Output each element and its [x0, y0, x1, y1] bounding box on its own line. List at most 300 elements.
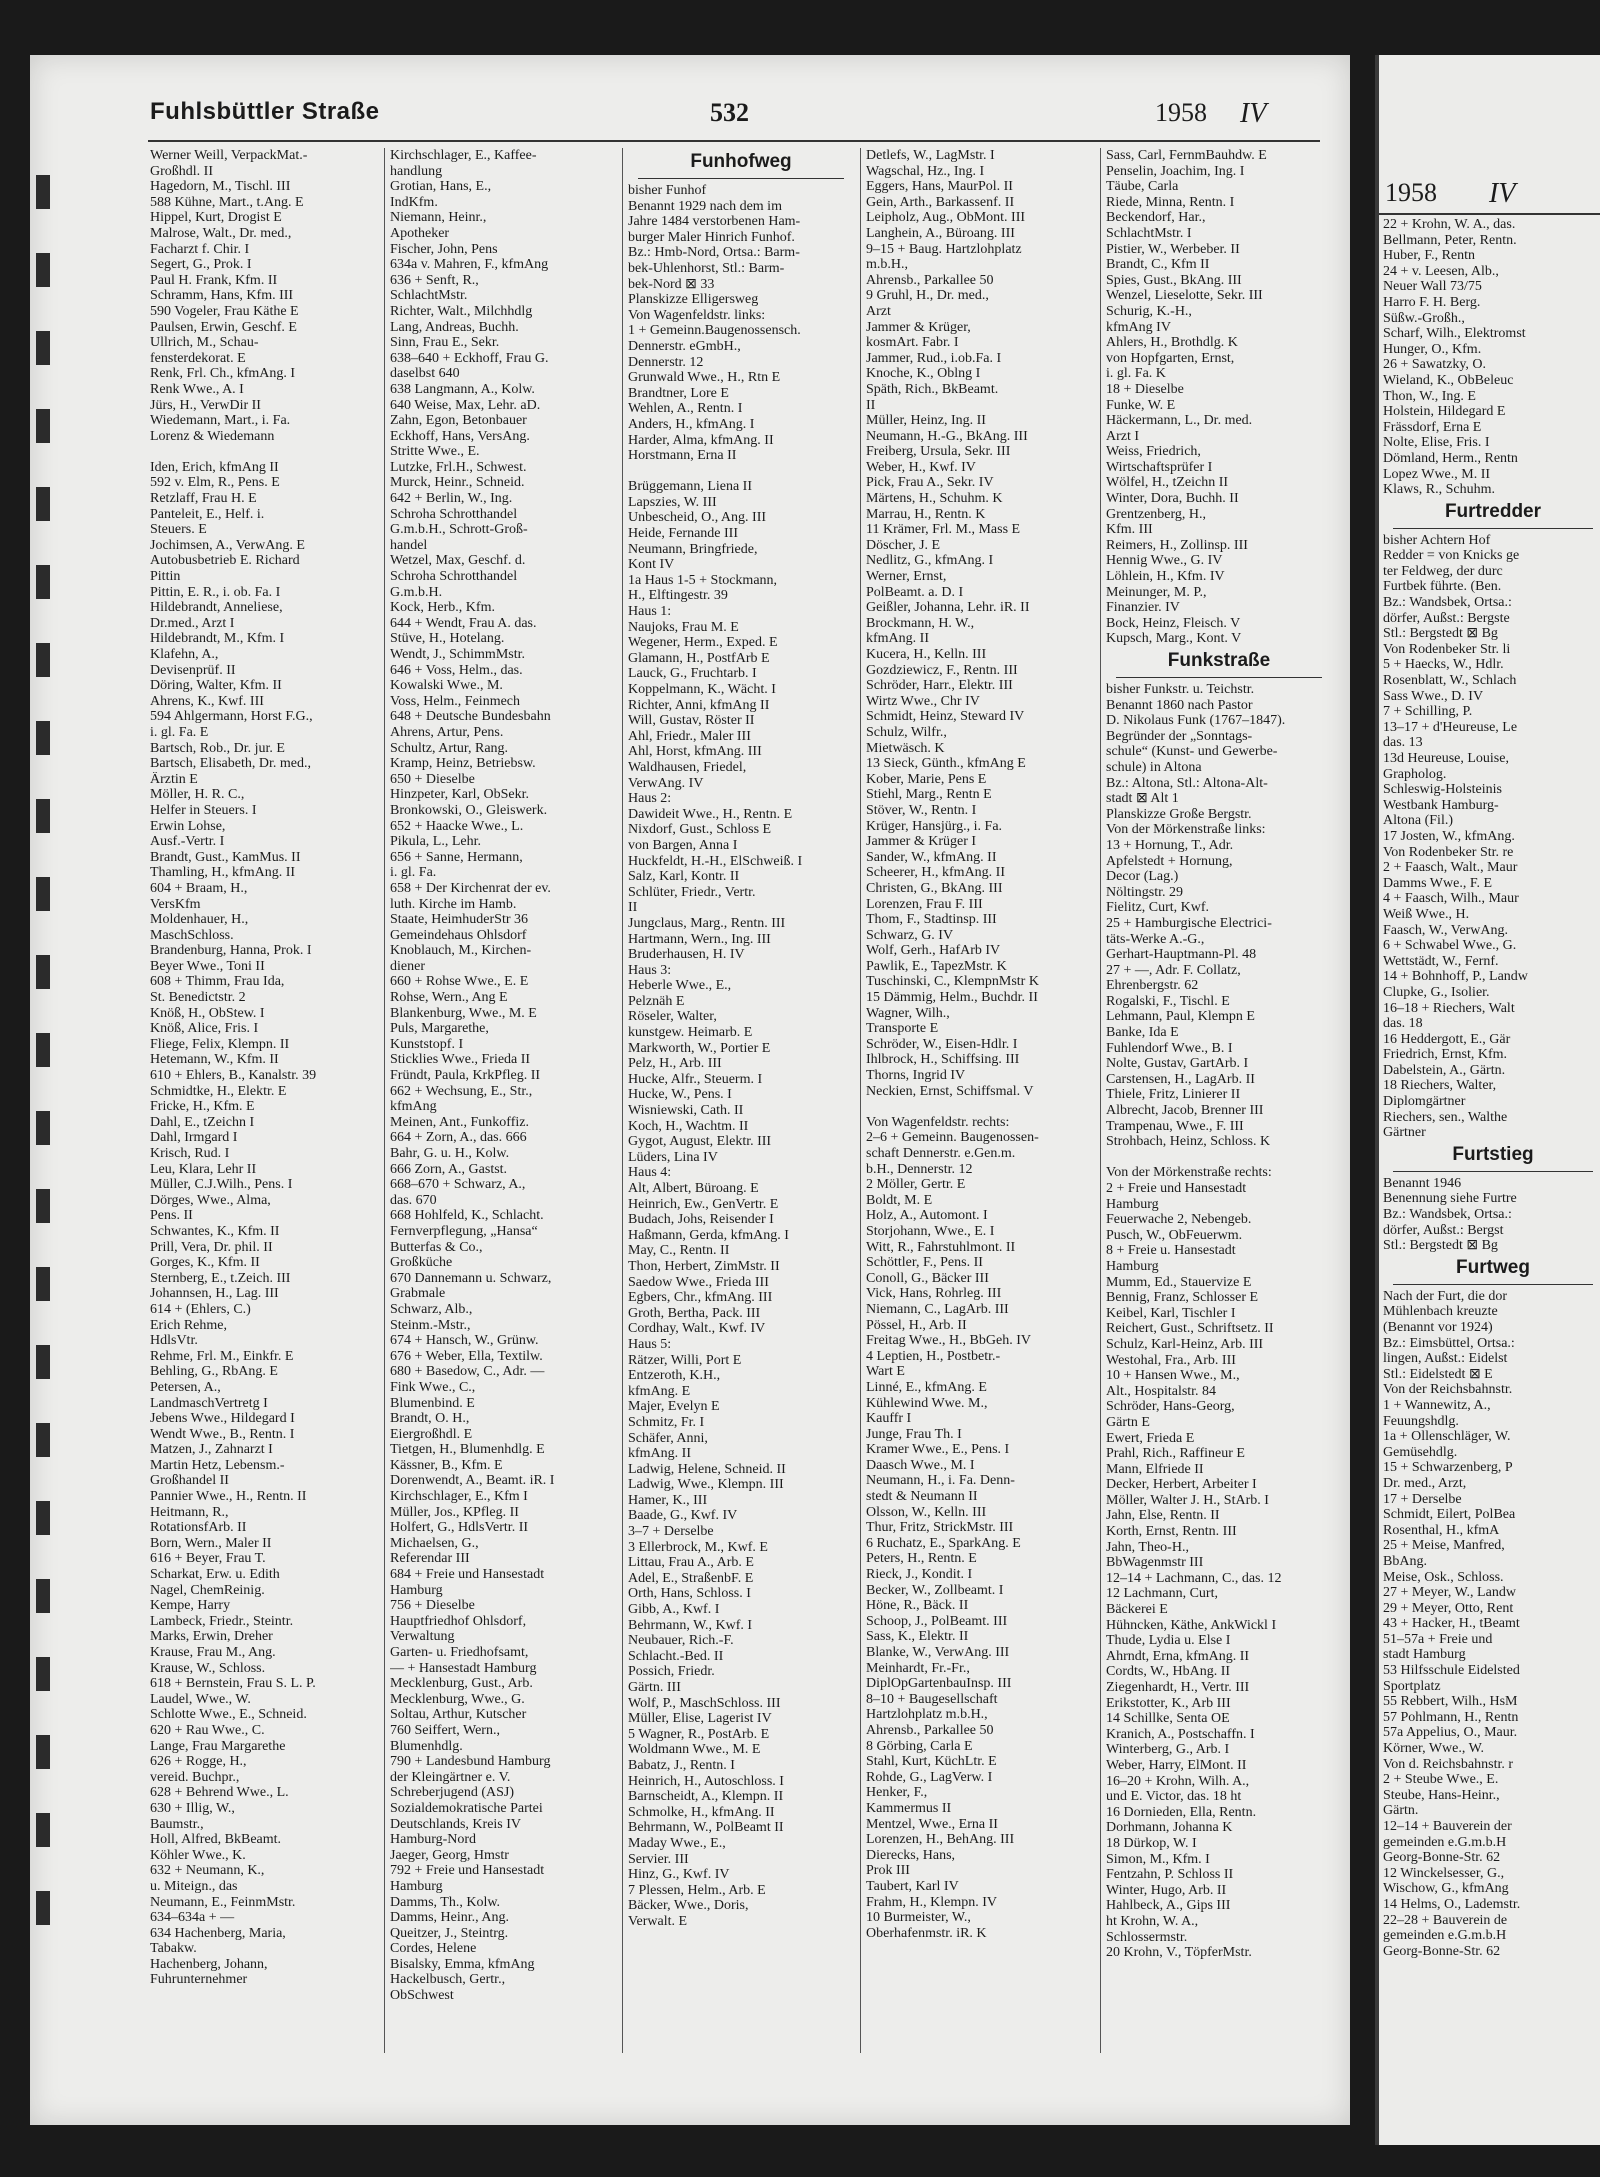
directory-entry: 618 + Bernstein, Frau S. L. P.	[150, 1676, 316, 1692]
directory-entry: 630 + Illig, W.,	[150, 1800, 235, 1816]
directory-entry: Bellmann, Peter, Rentn.	[1383, 232, 1517, 248]
directory-entry: Mühlenbach kreuzte	[1383, 1304, 1498, 1320]
directory-entry: Wagschal, Hz., Ing. I	[866, 163, 985, 179]
directory-entry: kfmAng. E	[628, 1383, 691, 1399]
directory-entry: 12–14 + Bauverein der	[1383, 1819, 1512, 1834]
directory-entry: Brandt, Gust., KamMus. II	[150, 849, 301, 865]
directory-entry: Taubert, Karl IV	[866, 1878, 959, 1894]
directory-entry: 1 + Gemeinn.Baugenossensch.	[628, 323, 801, 339]
directory-entry: 2 + Freie und Hansestadt	[1106, 1181, 1247, 1196]
directory-entry: Paulsen, Erwin, Geschf. E	[150, 319, 297, 335]
directory-entry: Hetemann, W., Kfm. II	[150, 1052, 279, 1068]
directory-entry: Klafehn, A.,	[150, 647, 219, 662]
directory-entry: Benennung siehe Furtre	[1383, 1191, 1517, 1207]
directory-entry: Westohal, Fra., Arb. III	[1106, 1352, 1236, 1368]
directory-entry: 616 + Beyer, Frau T.	[150, 1551, 266, 1567]
directory-entry: Wolf, P., MaschSchloss. III	[628, 1695, 781, 1711]
directory-entry: Lang, Andreas, Buchh.	[390, 319, 519, 335]
directory-entry: Michaelsen, G.,	[390, 1535, 479, 1551]
directory-entry: b.H., Dennerstr. 12	[866, 1161, 973, 1177]
directory-entry: Pens. II	[150, 1208, 193, 1224]
directory-entry: 2 Möller, Gertr. E	[866, 1177, 966, 1193]
directory-entry: 650 + Dieselbe	[390, 771, 475, 787]
directory-entry: Gärtn E	[1106, 1414, 1150, 1430]
directory-entry: Westbank Hamburg-	[1383, 797, 1499, 813]
directory-entry: Verwaltung	[390, 1629, 455, 1645]
directory-entry: Facharzt f. Chir. I	[150, 241, 250, 257]
directory-entry: Johannsen, H., Lag. III	[150, 1286, 279, 1302]
heading-rule	[1393, 1171, 1593, 1172]
directory-entry: 53 Hilfsschule Eidelsted	[1383, 1663, 1520, 1679]
directory-entry: Hildebrandt, M., Kfm. I	[150, 631, 285, 647]
directory-entry: Nixdorf, Gust., Schloss E	[628, 822, 772, 838]
directory-entry: Georg-Bonne-Str. 62	[1383, 1943, 1501, 1959]
directory-entry: 15 Dämmig, Helm., Buchdr. II	[866, 990, 1038, 1006]
directory-entry: Wirtschaftsprüfer I	[1106, 459, 1213, 475]
directory-entry: 15 + Schwarzenberg, P	[1383, 1460, 1513, 1476]
directory-entry: Naujoks, Frau M. E	[628, 619, 739, 635]
directory-entry: Krause, Frau M., Ang.	[150, 1645, 276, 1660]
directory-entry: 620 + Rau Wwe., C.	[150, 1722, 265, 1738]
directory-entry: Pistier, W., Werbeber. II	[1106, 241, 1240, 257]
directory-entry: Majer, Evelyn E	[628, 1399, 720, 1415]
directory-entry: Barnscheidt, A., Klempn. II	[628, 1789, 784, 1805]
directory-entry: Voss, Helm., Feinmech	[390, 693, 521, 709]
directory-entry: Dömland, Herm., Rentn	[1383, 450, 1518, 466]
directory-entry: Dabelstein, A., Gärtn.	[1383, 1062, 1506, 1078]
directory-entry: Apfelstedt + Hornung,	[1106, 853, 1233, 869]
directory-entry: Thamling, H., kfmAng. II	[150, 865, 296, 881]
directory-entry: Rogalski, F., Tischl. E	[1106, 993, 1230, 1009]
directory-entry: 17 + Derselbe	[1383, 1491, 1462, 1507]
directory-entry: Pikula, L., Lehr.	[390, 834, 481, 850]
column-2	[390, 148, 616, 2058]
directory-entry: Ladwig, Helene, Schneid. II	[628, 1461, 786, 1477]
directory-entry: Salz, Karl, Kontr. II	[628, 869, 740, 885]
directory-entry: 8–10 + Baugesellschaft	[866, 1691, 998, 1707]
directory-entry: Haßmann, Gerda, kfmAng. I	[628, 1227, 789, 1243]
directory-entry: Sass, Carl, FernmBauhdw. E	[1106, 148, 1267, 163]
directory-entry: Mentzel, Wwe., Erna II	[866, 1816, 998, 1832]
directory-entry: 22 + Krohn, W. A., das.	[1383, 217, 1516, 232]
directory-entry: Stüve, H., Hotelang.	[390, 631, 505, 647]
directory-entry: Dennerstr. 12	[628, 354, 704, 370]
directory-entry: Pawlik, E., TapezMstr. K	[866, 958, 1007, 974]
heading-rule	[638, 178, 844, 179]
header-volume: IV	[1240, 98, 1267, 129]
directory-entry: 17 Josten, W., kfmAng.	[1383, 828, 1515, 844]
directory-entry: Marks, Erwin, Dreher	[150, 1629, 273, 1645]
directory-entry: Bartsch, Elisabeth, Dr. med.,	[150, 756, 311, 772]
directory-entry: Lorenzen, Frau F. III	[866, 896, 983, 912]
directory-entry: II	[866, 397, 876, 413]
directory-entry: Grentzenberg, H.,	[1106, 506, 1207, 522]
directory-entry: Wehlen, A., Rentn. I	[628, 401, 743, 417]
directory-entry: 18 Dürkop, W. I	[1106, 1835, 1197, 1851]
directory-entry: Dawideit Wwe., H., Rentn. E	[628, 806, 793, 822]
directory-entry: 628 + Behrend Wwe., L.	[150, 1785, 289, 1801]
directory-entry: Prill, Vera, Dr. phil. II	[150, 1239, 273, 1255]
directory-entry: Hennig Wwe., G. IV	[1106, 553, 1223, 569]
directory-entry: Bäcker, Wwe., Doris,	[628, 1898, 749, 1914]
directory-entry: II	[628, 900, 638, 916]
directory-entry: 5 Wagner, R., PostArb. E	[628, 1726, 770, 1742]
directory-entry: Egbers, Chr., kfmAng. III	[628, 1290, 773, 1306]
directory-entry: Nolte, Gustav, GartArb. I	[1106, 1056, 1249, 1072]
directory-entry: 636 + Senft, R.,	[390, 272, 479, 288]
directory-entry: 51–57a + Freie und	[1383, 1631, 1493, 1647]
directory-entry: Von d. Reichsbahnstr. r	[1383, 1756, 1514, 1772]
directory-entry: Thiele, Fritz, Linierer II	[1106, 1087, 1241, 1103]
directory-entry: Ihlbrock, H., Schiffsing. III	[866, 1052, 1020, 1068]
directory-entry: Thorns, Ingrid IV	[866, 1068, 966, 1084]
directory-entry: Hinzpeter, Karl, ObSekr.	[390, 787, 530, 803]
directory-entry: Hahlbeck, A., Gips III	[1106, 1898, 1231, 1914]
directory-entry: Hucke, W., Pens. I	[628, 1087, 732, 1103]
directory-entry: Heinrich, Ew., GenVertr. E	[628, 1196, 779, 1212]
directory-entry: Haus 5:	[628, 1336, 672, 1352]
directory-entry: Laudel, Wwe., W.	[150, 1691, 251, 1707]
directory-entry: lingen, Außst.: Eidelst	[1383, 1351, 1508, 1367]
directory-entry: Stahl, Kurt, KüchLtr. E	[866, 1754, 997, 1770]
directory-entry: Simon, M., Kfm. I	[1106, 1851, 1210, 1867]
directory-entry: Blankenburg, Wwe., M. E	[390, 1005, 537, 1021]
directory-entry: schule“ (Kunst- und Gewerbe-	[1106, 744, 1278, 760]
directory-entry: Krisch, Rud. I	[150, 1146, 230, 1161]
directory-entry: Martin Hetz, Lebensm.-	[150, 1457, 285, 1473]
directory-entry: Jebens Wwe., Hildegard I	[150, 1411, 295, 1427]
directory-entry: Steinm.-Mstr.,	[390, 1317, 471, 1333]
directory-entry: 642 + Berlin, W., Ing.	[390, 491, 513, 507]
directory-entry: Hamburg	[1106, 1258, 1159, 1274]
directory-entry: Dorenwendt, A., Beamt. iR. I	[390, 1473, 555, 1489]
directory-entry: Altona (Fil.)	[1383, 813, 1453, 829]
directory-entry: Storjohann, Wwe., E. I	[866, 1223, 995, 1239]
directory-entry: Müller, Jos., KPfleg. II	[390, 1504, 519, 1520]
directory-entry: Babatz, J., Rentn. I	[628, 1757, 735, 1773]
directory-entry: 3 Ellerbrock, M., Kwf. E	[628, 1539, 768, 1555]
directory-entry: Jammer, Rud., i.ob.Fa. I	[866, 350, 1002, 366]
directory-entry: gemeinden e.G.m.b.H	[1383, 1834, 1507, 1850]
directory-entry: Frahm, H., Klempn. IV	[866, 1894, 998, 1910]
directory-entry: Pelznäh E	[628, 993, 685, 1009]
directory-entry: Bäckerei E	[1106, 1602, 1168, 1618]
directory-entry: Friedrich, Ernst, Kfm.	[1383, 1047, 1508, 1063]
directory-entry: Peters, H., Rentn. E	[866, 1551, 977, 1567]
directory-entry: Schlotte Wwe., E., Schneid.	[150, 1707, 307, 1723]
directory-entry: 658 + Der Kirchenrat der ev.	[390, 880, 551, 896]
directory-entry: 12–14 + Lachmann, C., das. 12	[1106, 1570, 1282, 1586]
directory-entry: Hildebrandt, Anneliese,	[150, 600, 283, 616]
directory-entry: Schmidt, Heinz, Steward IV	[866, 709, 1025, 725]
directory-entry: Nolte, Elise, Fris. I	[1383, 435, 1490, 451]
directory-entry: Hartmann, Wern., Ing. III	[628, 931, 771, 947]
directory-entry: 608 + Thimm, Frau Ida,	[150, 974, 285, 990]
directory-entry: Niemann, Heinr.,	[390, 210, 487, 226]
directory-entry: Schmolke, H., kfmAng. II	[628, 1804, 775, 1820]
directory-entry: DiplOpGartenbauInsp. III	[866, 1676, 1012, 1692]
directory-entry: Eckhoff, Hans, VersAng.	[390, 428, 530, 444]
directory-entry: Schröder, Harr., Elektr. III	[866, 678, 1013, 694]
directory-entry: 680 + Basedow, C., Adr. —	[390, 1364, 545, 1380]
directory-entry: Orth, Hans, Schloss. I	[628, 1586, 751, 1602]
directory-entry: Röseler, Walter,	[628, 1009, 717, 1025]
directory-entry: Reimers, H., Zollinsp. III	[1106, 537, 1248, 553]
directory-entry: Wendt, J., SchimmMstr.	[390, 647, 525, 662]
directory-entry: Körner, Wwe., W.	[1383, 1741, 1485, 1757]
directory-entry: der Kleingärtner e. V.	[390, 1769, 511, 1785]
directory-entry: Meinen, Ant., Funkoffiz.	[390, 1114, 529, 1130]
directory-entry: Huber, F., Rentn	[1383, 248, 1476, 264]
directory-entry: Servier. III	[628, 1851, 689, 1867]
directory-entry: Feuerwache 2, Nebengeb.	[1106, 1212, 1252, 1228]
directory-entry: Unbescheid, O., Ang. III	[628, 510, 767, 526]
directory-entry: Haus 4:	[628, 1165, 672, 1181]
directory-entry: 792 + Freie und Hansestadt	[390, 1863, 545, 1879]
directory-entry: D. Nikolaus Funk (1767–1847).	[1106, 713, 1286, 729]
directory-entry: Kammermus II	[866, 1800, 952, 1816]
directory-entry: Sass, K., Elektr. II	[866, 1629, 969, 1645]
directory-entry: Stl.: Eidelstedt ⊠ E	[1383, 1366, 1493, 1382]
directory-entry: Brandtner, Lore E	[628, 385, 729, 401]
directory-entry: Matzen, J., Zahnarzt I	[150, 1442, 273, 1458]
directory-entry: Nöltingstr. 29	[1106, 884, 1184, 900]
directory-entry: Panteleit, E., Helf. i.	[150, 506, 265, 522]
directory-entry: 10 + Hansen Wwe., M.,	[1106, 1368, 1240, 1384]
directory-entry: Wendt Wwe., B., Rentn. I	[150, 1426, 295, 1442]
running-header-street: Fuhlsbüttler Straße	[150, 98, 380, 125]
directory-entry: Wölfel, H., tZeichn II	[1106, 475, 1229, 491]
directory-entry: 2–6 + Gemeinn. Baugenossen-	[866, 1130, 1039, 1146]
directory-entry: Freitag Wwe., H., BbGeh. IV	[866, 1333, 1031, 1349]
directory-entry: Linné, E., kfmAng. E	[866, 1379, 987, 1395]
directory-entry: Moldenhauer, H.,	[150, 912, 249, 928]
directory-entry: i. gl. Fa.	[390, 865, 437, 881]
directory-entry: Decker, Herbert, Arbeiter I	[1106, 1477, 1257, 1493]
directory-entry: Ahlers, H., Brothdlg. K	[1106, 335, 1238, 351]
directory-entry: Holfert, G., HdlsVertr. II	[390, 1520, 529, 1536]
directory-entry: Damms, Heinr., Ang.	[390, 1910, 509, 1926]
directory-entry: Frässdorf, Erna E	[1383, 419, 1482, 435]
directory-entry: Bartsch, Rob., Dr. jur. E	[150, 740, 285, 756]
directory-entry: Neumann, H., i. Fa. Denn-	[866, 1473, 1015, 1489]
directory-entry: Rosenblatt, W., Schlach	[1383, 673, 1517, 689]
directory-entry: Von der Mörkenstraße rechts:	[1106, 1165, 1272, 1181]
directory-entry	[628, 464, 854, 480]
adjacent-header-rule	[1379, 213, 1600, 215]
directory-entry: Baumstr.,	[150, 1816, 204, 1832]
directory-entry: 634a v. Mahren, F., kfmAng	[390, 257, 549, 273]
directory-entry: 24 + v. Leesen, Alb.,	[1383, 263, 1499, 279]
directory-entry: Ausf.-Vertr. I	[150, 834, 225, 850]
directory-entry: 760 Seiffert, Wern.,	[390, 1722, 500, 1738]
directory-entry: 590 Vogeler, Frau Käthe E	[150, 303, 299, 319]
directory-entry: Krüger, Hansjürg., i. Fa.	[866, 818, 1003, 834]
directory-entry: BbWagenmstr III	[1106, 1555, 1204, 1571]
directory-entry: 25 + Hamburgische Electrici-	[1106, 915, 1272, 931]
directory-entry: Höne, R., Bäck. II	[866, 1598, 969, 1614]
directory-entry: Kober, Marie, Pens E	[866, 771, 987, 787]
directory-entry: 1a + Ollenschläger, W.	[1383, 1429, 1511, 1445]
directory-entry: Kempe, Harry	[150, 1598, 231, 1614]
directory-entry: Rohse, Wern., Ang E	[390, 990, 508, 1006]
directory-entry: Sozialdemokratische Partei	[390, 1800, 543, 1816]
directory-entry: 610 + Ehlers, B., Kanalstr. 39	[150, 1068, 317, 1084]
directory-entry: 43 + Hacker, H., tBeamt	[1383, 1616, 1520, 1632]
directory-entry: Jahn, Else, Rentn. II	[1106, 1508, 1220, 1524]
directory-entry: Schramm, Hans, Kfm. III	[150, 288, 294, 304]
directory-entry: Löhlein, H., Kfm. IV	[1106, 569, 1225, 585]
directory-entry: Anders, H., kfmAng. I	[628, 416, 755, 432]
directory-entry: 1 + Wannewitz, A.,	[1383, 1397, 1491, 1413]
directory-entry: Kucera, H., Kelln. III	[866, 647, 987, 662]
directory-entry: Arzt I	[1106, 428, 1140, 444]
directory-entry: 660 + Rohse Wwe., E. E	[390, 974, 529, 990]
directory-entry: Autobusbetrieb E. Richard	[150, 553, 300, 569]
directory-entry: 8 + Freie u. Hansestadt	[1106, 1243, 1236, 1259]
directory-entry: Wiedemann, Mart., i. Fa.	[150, 413, 291, 429]
directory-entry: 676 + Weber, Ella, Textilw.	[390, 1348, 543, 1364]
directory-entry: Furtbek führte. (Ben.	[1383, 579, 1502, 595]
directory-entry: Keibel, Karl, Tischler I	[1106, 1305, 1236, 1321]
directory-entry: 594 Ahlgermann, Horst F.G.,	[150, 709, 313, 725]
directory-entry: das. 670	[390, 1192, 437, 1208]
directory-entry: kunstgew. Heimarb. E	[628, 1025, 753, 1041]
directory-entry: Markworth, W., Portier E	[628, 1040, 771, 1056]
directory-entry: Erich Rehme,	[150, 1317, 227, 1333]
directory-entry: Kirchschlager, E., Kaffee-	[390, 148, 537, 163]
directory-entry: 588 Kühne, Mart., t.Ang. E	[150, 194, 304, 210]
directory-entry	[1106, 1150, 1332, 1166]
directory-entry: Thom, F., Stadtinsp. III	[866, 912, 997, 928]
directory-entry: Weber, Harry, ElMont. II	[1106, 1757, 1247, 1773]
directory-entry: Richter, Walt., Milchhdlg	[390, 303, 533, 319]
directory-entry: bek-Nord ⊠ 33	[628, 276, 715, 292]
directory-entry: Pittin	[150, 569, 181, 585]
directory-entry: bisher Funhof	[628, 183, 707, 198]
directory-entry: Hamer, K., III	[628, 1492, 708, 1508]
directory-entry: Kässner, B., Kfm. E	[390, 1457, 503, 1473]
directory-entry: Bock, Heinz, Fleisch. V	[1106, 615, 1241, 631]
directory-entry: Stöver, W., Rentn. I	[866, 802, 977, 818]
directory-entry: Alt., Hospitalstr. 84	[1106, 1383, 1217, 1399]
directory-entry: Ziegenhardt, H., Vertr. III	[1106, 1680, 1250, 1695]
directory-entry: Erwin Lohse,	[150, 818, 226, 834]
directory-entry: gemeinden e.G.m.b.H	[1383, 1928, 1507, 1944]
directory-entry: Vick, Hans, Rohrleg. III	[866, 1286, 1002, 1302]
directory-entry: ObSchwest	[390, 1988, 454, 2004]
directory-entry: Planskizze Große Bergstr.	[1106, 806, 1252, 822]
directory-entry: Wettstädt, W., Fernf.	[1383, 953, 1499, 969]
directory-entry: Wisniewski, Cath. II	[628, 1103, 744, 1119]
directory-entry: Puls, Margarethe,	[390, 1021, 489, 1037]
directory-entry: Meinunger, M. P.,	[1106, 584, 1207, 600]
directory-entry: Steube, Hans-Heinr.,	[1383, 1787, 1500, 1803]
directory-entry: Ahrens, K., Kwf. III	[150, 693, 264, 709]
directory-entry: Schulz, Wilfr.,	[866, 724, 947, 740]
directory-entry: Neubauer, Rich.-F.	[628, 1633, 734, 1649]
directory-entry: Tabakw.	[150, 1941, 197, 1957]
directory-entry: Bz.: Wandsbek, Ortsa.:	[1383, 595, 1512, 611]
directory-entry: Behling, G., RbAng. E	[150, 1364, 278, 1380]
directory-entry: 22–28 + Bauverein de	[1383, 1912, 1508, 1928]
directory-entry: Thur, Fritz, StrickMstr. III	[866, 1520, 1014, 1536]
directory-entry: Schmidtke, H., Elektr. E	[150, 1083, 287, 1099]
directory-entry: 592 v. Elm, R., Pens. E	[150, 475, 280, 491]
directory-entry: Heitmann, R.,	[150, 1504, 229, 1520]
directory-entry: Dörges, Wwe., Alma,	[150, 1192, 271, 1208]
directory-entry: 16 Dornieden, Ella, Rentn.	[1106, 1804, 1257, 1820]
directory-entry: Mecklenburg, Wwe., G.	[390, 1691, 525, 1707]
directory-entry: Gerhart-Hauptmann-Pl. 48	[1106, 947, 1257, 963]
directory-entry: May, C., Rentn. II	[628, 1243, 730, 1259]
directory-entry: Benannt 1946	[1383, 1175, 1462, 1191]
directory-entry: Müller, C.J.Wilh., Pens. I	[150, 1177, 293, 1193]
directory-entry: Klaws, R., Schuhm.	[1383, 482, 1495, 498]
directory-entry: Richter, Anni, kfmAng II	[628, 697, 770, 713]
directory-entry: Damms, Th., Kolw.	[390, 1894, 501, 1910]
directory-entry: Winter, Dora, Buchh. II	[1106, 491, 1239, 507]
directory-entry: Wenzel, Lieselotte, Sekr. III	[1106, 288, 1263, 304]
directory-entry: Von Wagenfeldstr. links:	[628, 307, 766, 323]
directory-entry: Junge, Frau Th. I	[866, 1426, 962, 1442]
directory-entry: 2 + Faasch, Walt., Maur	[1383, 860, 1518, 876]
directory-entry: Budach, Johs, Reisender I	[628, 1212, 774, 1228]
directory-entry: (Benannt vor 1924)	[1383, 1320, 1493, 1335]
directory-entry: fensterdekorat. E	[150, 350, 246, 366]
directory-entry: Pittin, E. R., i. ob. Fa. I	[150, 584, 281, 600]
directory-entry: Lauck, G., Fruchtarb. I	[628, 666, 757, 682]
directory-entry: Neckien, Ernst, Schiffsmal. V	[866, 1083, 1034, 1099]
directory-entry: diener	[390, 958, 425, 974]
directory-entry: Grabmale	[390, 1286, 446, 1302]
directory-entry: Feuungshdlg.	[1383, 1413, 1459, 1429]
directory-entry: Fernverpflegung, „Hansa“	[390, 1223, 538, 1239]
directory-entry: 26 + Sawatzky, O.	[1383, 357, 1487, 373]
directory-entry: SchlachtMstr. I	[1106, 225, 1192, 241]
directory-entry: 604 + Braam, H.,	[150, 880, 248, 896]
directory-entry: Rieck, J., Kondit. I	[866, 1567, 973, 1583]
directory-entry: Döring, Walter, Kfm. II	[150, 678, 282, 694]
directory-entry: Lehmann, Paul, Klempn E	[1106, 1009, 1255, 1025]
directory-entry: VersKfm	[150, 896, 201, 912]
directory-entry: Lüders, Lina IV	[628, 1149, 718, 1165]
directory-entry: luth. Kirche im Hamb.	[390, 896, 517, 912]
directory-entry: Weiß Wwe., H.	[1383, 906, 1470, 922]
directory-entry: kfmAng. II	[866, 631, 929, 647]
directory-entry: Lorenzen, H., BehAng. III	[866, 1832, 1015, 1848]
directory-entry: ter Feldweg, der durc	[1383, 563, 1503, 579]
directory-entry: Banke, Ida E	[1106, 1025, 1179, 1041]
directory-entry: Schröder, Hans-Georg,	[1106, 1399, 1235, 1415]
directory-entry: Born, Wern., Maler II	[150, 1535, 272, 1551]
directory-entry: Ehrenbergstr. 62	[1106, 978, 1199, 994]
directory-entry: Jammer & Krüger I	[866, 834, 977, 850]
directory-entry: Paul H. Frank, Kfm. II	[150, 272, 278, 288]
directory-entry: daselbst 640	[390, 366, 460, 382]
directory-entry: Sander, W., kfmAng. II	[866, 849, 997, 865]
directory-entry: Rosenthal, H., kfmA	[1383, 1522, 1500, 1538]
directory-entry: Strohbach, Heinz, Schloss. K	[1106, 1134, 1271, 1150]
directory-entry: Gorges, K., Kfm. II	[150, 1255, 260, 1271]
directory-entry: Kunststopf. I	[390, 1036, 464, 1052]
directory-entry: Schäfer, Anni,	[628, 1430, 708, 1446]
directory-entry: Möller, Walter J. H., StArb. I	[1106, 1492, 1269, 1508]
directory-entry: 27 + Meyer, W., Landw	[1383, 1585, 1516, 1601]
directory-entry: Devisenprüf. II	[150, 662, 236, 678]
directory-entry: Rohde, G., LagVerw. I	[866, 1769, 993, 1785]
directory-entry: Freiberg, Ursula, Sekr. III	[866, 444, 1011, 460]
